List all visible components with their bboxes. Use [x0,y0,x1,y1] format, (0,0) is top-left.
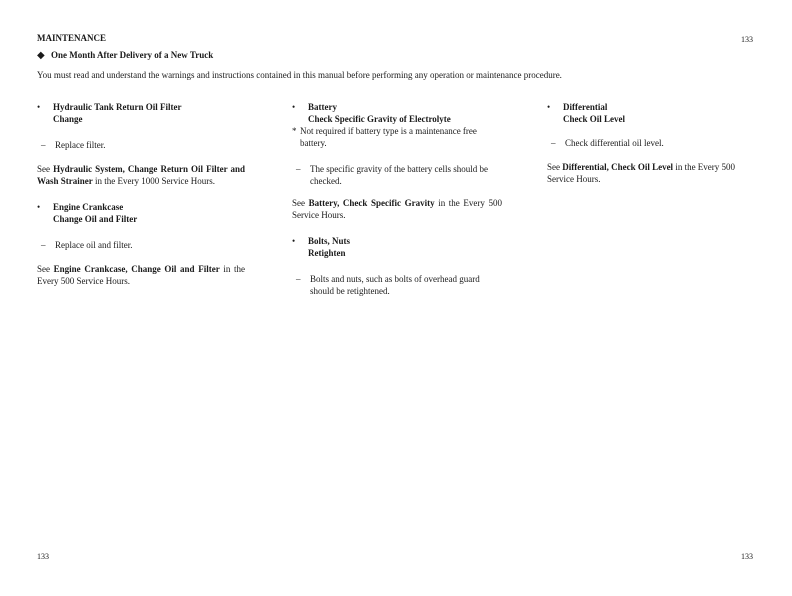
asterisk-icon: * [292,126,297,136]
item-title-line1: Engine Crankcase [53,202,124,212]
subtitle-text: One Month After Delivery of a New Truck [51,50,214,60]
page-number-top: 133 [741,35,753,44]
intro-paragraph: You must read and understand the warnings and instructions contained in this manual before performing any operation or maintenance procedure. [37,70,562,80]
dash-icon: – [41,140,46,150]
see-bold: Hydraulic System, Change Return Oil Filter and Wash Strainer [37,164,245,186]
item-hydraulic-filter-heading [37,101,245,125]
item-title-line1: Battery [308,102,337,112]
action-line [37,139,245,151]
action-line [292,163,502,187]
see-suffix: in the Every 1000 Service Hours. [92,176,215,186]
bullet-icon: • [292,236,296,246]
see-suffix: in the Every 500 Service Hours. [547,162,736,184]
see-prefix: See [292,198,309,208]
see-bold: Differential, Check Oil Level [562,162,674,172]
see-suffix: in the Every 500 Service Hours. [292,198,502,220]
see-bold: Battery, Check Specific Gravity [308,198,435,208]
column-2 [292,101,502,297]
item-title-line2: Change Oil and Filter [53,214,138,224]
bullet-icon: • [547,102,551,112]
action-text: Replace filter. [55,140,106,150]
item-differential-heading [547,101,759,125]
action-text: Bolts and nuts, such as bolts of overhead guard should be retightened. [310,274,480,296]
item-title-line2: Check Specific Gravity of Electrolyte [308,114,451,124]
see-reference [292,197,502,221]
item-title-line1: Differential [563,102,608,112]
dash-icon: – [296,274,301,284]
bullet-icon: • [37,102,41,112]
see-reference [37,263,245,287]
item-engine-crankcase-heading [37,201,245,225]
page-number-footer-left: 133 [37,552,49,561]
section-title: MAINTENANCE [37,33,107,43]
action-text: Check differential oil level. [565,138,664,148]
dash-icon: – [551,138,556,148]
item-bolts-nuts-heading [292,235,502,259]
note-line [292,125,502,149]
note-text: Not required if battery type is a maintenance free battery. [300,126,477,148]
see-prefix: See [547,162,563,172]
column-1 [37,101,245,287]
dash-icon: – [41,240,46,250]
diamond-icon: ◆ [37,50,45,61]
subtitle [37,49,213,62]
item-title-line2: Change [53,114,83,124]
see-suffix: in the Every 500 Service Hours. [37,264,245,286]
action-line [292,273,502,297]
page-number-footer-right: 133 [741,552,753,561]
action-text: The specific gravity of the battery cells should be checked. [310,164,488,186]
bullet-icon: • [37,202,41,212]
see-reference [547,161,759,185]
see-bold: Engine Crankcase, Change Oil and Filter [53,264,220,274]
item-title-line1: Bolts, Nuts [308,236,351,246]
see-prefix: See [37,264,54,274]
item-title-line2: Check Oil Level [563,114,625,124]
see-reference [37,163,245,187]
see-prefix: See [37,164,54,174]
dash-icon: – [296,164,301,174]
action-line [547,137,759,149]
item-title-line1: Hydraulic Tank Return Oil Filter [53,102,182,112]
bullet-icon: • [292,102,296,112]
item-battery-heading [292,101,502,125]
action-text: Replace oil and filter. [55,240,133,250]
item-title-line2: Retighten [308,248,346,258]
action-line [37,239,245,251]
column-3 [547,101,759,185]
